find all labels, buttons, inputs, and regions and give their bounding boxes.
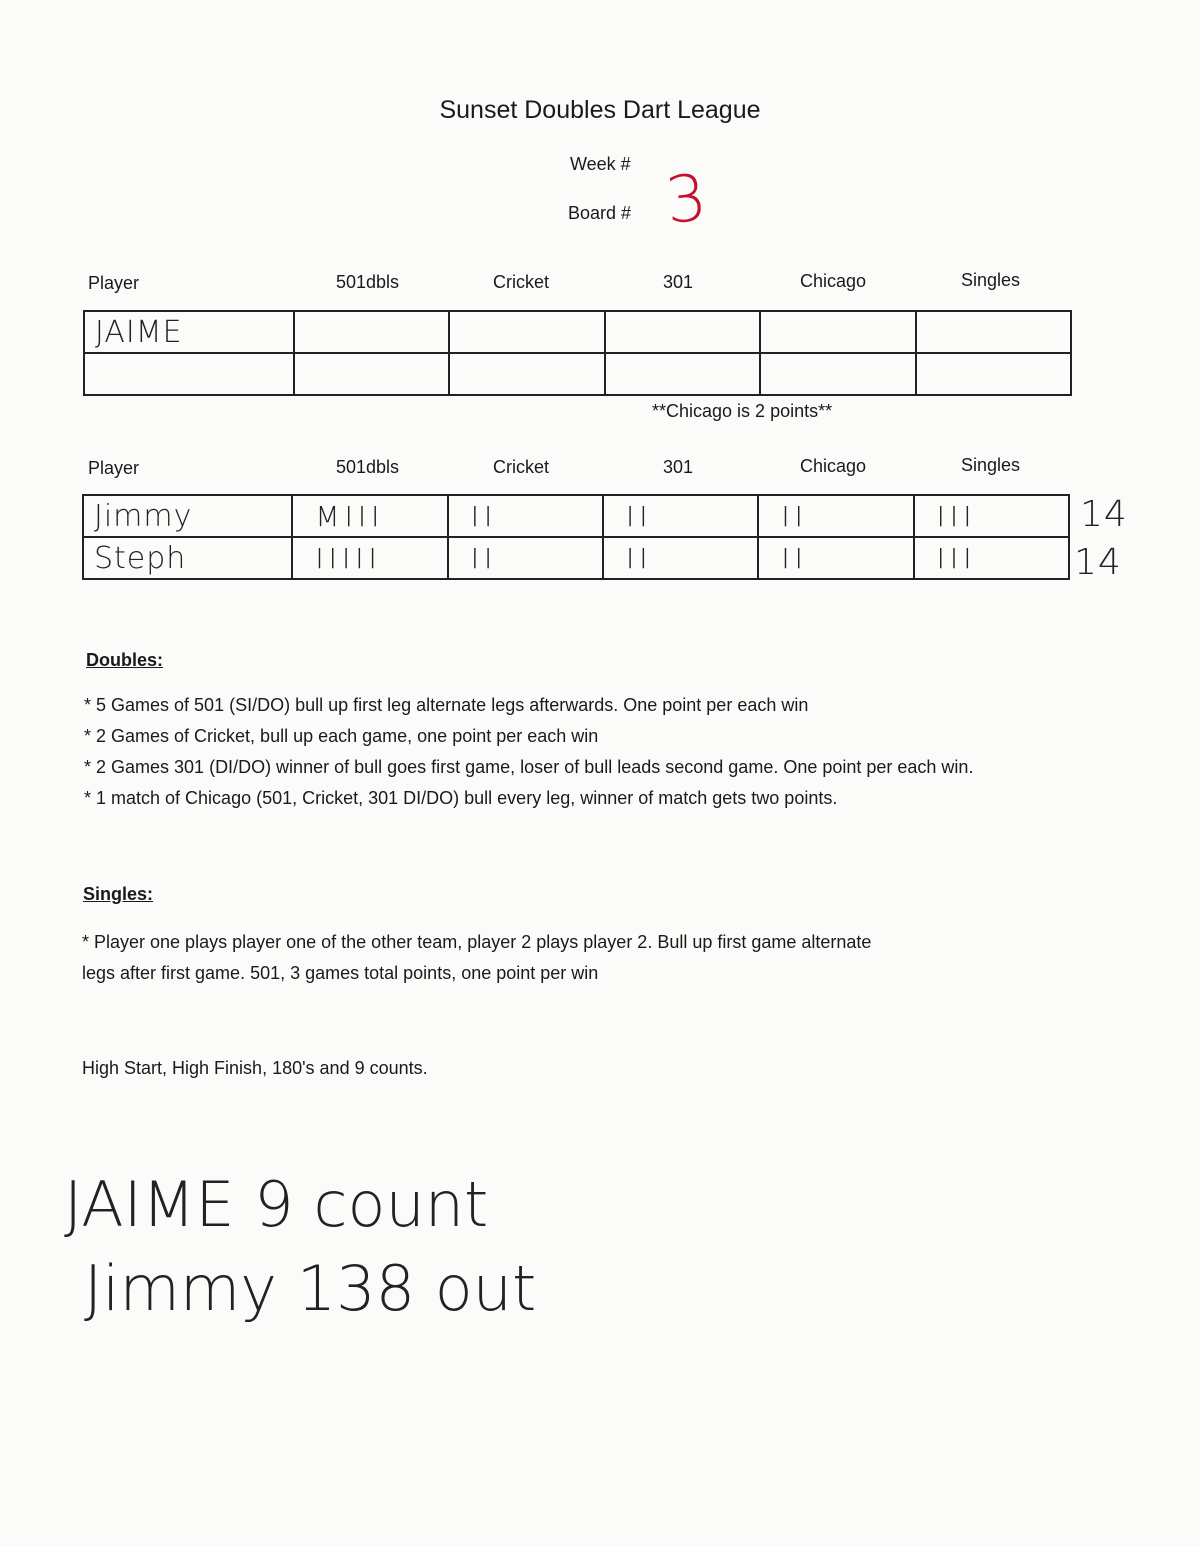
score-cell-cricket — [449, 353, 604, 395]
tally-marks: IIIII — [315, 541, 382, 575]
team1-score-table — [83, 310, 1072, 396]
score-cell-501dbls — [292, 495, 447, 537]
score-cell-chicago — [758, 537, 913, 579]
player-cell — [83, 537, 292, 579]
singles-rule: * Player one plays player one of the other team, player 2 plays player 2. Bull up first game alternate legs after first game. 501, 3 games total points, one point per win — [82, 932, 872, 983]
player-cell — [84, 311, 294, 353]
header-501dbls: 501dbls — [336, 457, 400, 477]
score-cell-singles — [914, 495, 1069, 537]
player-name — [85, 357, 95, 392]
doubles-heading: Doubles: — [86, 650, 164, 670]
table-row — [84, 311, 1071, 353]
page-title: Sunset Doubles Dart League — [439, 96, 761, 124]
table-row — [83, 537, 1069, 579]
table-row — [84, 353, 1071, 395]
tally-marks: II — [626, 541, 653, 575]
player-name: Steph — [94, 540, 187, 576]
row-total: 14 — [1080, 494, 1128, 535]
score-cell-chicago — [758, 495, 913, 537]
tally-marks: II — [781, 541, 808, 575]
rule-item: * 1 match of Chicago (501, Cricket, 301 DI/DO) bull every leg, winner of match gets two points. — [84, 788, 838, 808]
week-number-handwritten: 3 — [662, 161, 711, 239]
header-player: Player — [88, 273, 140, 293]
tally-marks: II — [470, 499, 498, 533]
score-cell-301 — [605, 311, 760, 353]
score-cell-501dbls — [294, 311, 449, 353]
header-301: 301 — [663, 272, 694, 292]
handwritten-note: Jimmy 138 out — [84, 1252, 537, 1325]
score-cell-501dbls — [294, 353, 449, 395]
score-cell-301 — [603, 495, 758, 537]
player-name: JAIME — [95, 314, 183, 350]
header-singles: Singles — [961, 455, 1021, 475]
singles-heading: Singles: — [83, 884, 154, 904]
player-cell — [83, 495, 292, 537]
header-singles: Singles — [961, 270, 1021, 290]
player-cell — [84, 353, 294, 395]
header-501dbls: 501dbls — [336, 272, 400, 292]
score-cell-301 — [605, 353, 760, 395]
header-player: Player — [88, 458, 140, 478]
score-cell-cricket — [448, 537, 603, 579]
table-row — [83, 495, 1069, 537]
header-301: 301 — [663, 457, 694, 477]
tally-marks: II — [470, 541, 498, 575]
rule-item: * 2 Games 301 (DI/DO) winner of bull goes first game, loser of bull leads second game. One point per each win. — [84, 757, 974, 777]
header-chicago: Chicago — [800, 271, 867, 291]
team2-score-table — [82, 494, 1070, 580]
tally-marks: MIII — [315, 499, 385, 533]
score-cell-chicago — [760, 311, 915, 353]
score-cell-singles — [914, 537, 1069, 579]
score-cell-cricket — [448, 495, 603, 537]
tally-marks: III — [936, 541, 977, 575]
header-cricket: Cricket — [493, 272, 550, 292]
handwritten-note: JAIME 9 count — [64, 1168, 489, 1241]
player-name: Jimmy — [94, 498, 193, 534]
score-cell-cricket — [449, 311, 604, 353]
rule-item: * 5 Games of 501 (SI/DO) bull up first leg alternate legs afterwards. One point per each win — [84, 695, 809, 715]
doubles-rules — [84, 690, 984, 814]
chicago-note: **Chicago is 2 points** — [652, 401, 833, 421]
header-chicago: Chicago — [800, 456, 867, 476]
score-cell-chicago — [760, 353, 915, 395]
tally-marks: II — [626, 499, 653, 533]
rule-item: * 2 Games of Cricket, bull up each game, one point per each win — [84, 726, 599, 746]
tally-marks: II — [781, 499, 808, 533]
highlights-line: High Start, High Finish, 180's and 9 counts. — [82, 1058, 428, 1078]
tally-marks: III — [936, 499, 977, 533]
score-cell-301 — [603, 537, 758, 579]
score-cell-501dbls — [292, 537, 447, 579]
row-total: 14 — [1074, 542, 1122, 583]
week-label: Week # — [570, 154, 631, 174]
board-label: Board # — [568, 203, 632, 223]
score-cell-singles — [916, 353, 1072, 395]
score-cell-singles — [916, 311, 1072, 353]
header-cricket: Cricket — [493, 457, 550, 477]
